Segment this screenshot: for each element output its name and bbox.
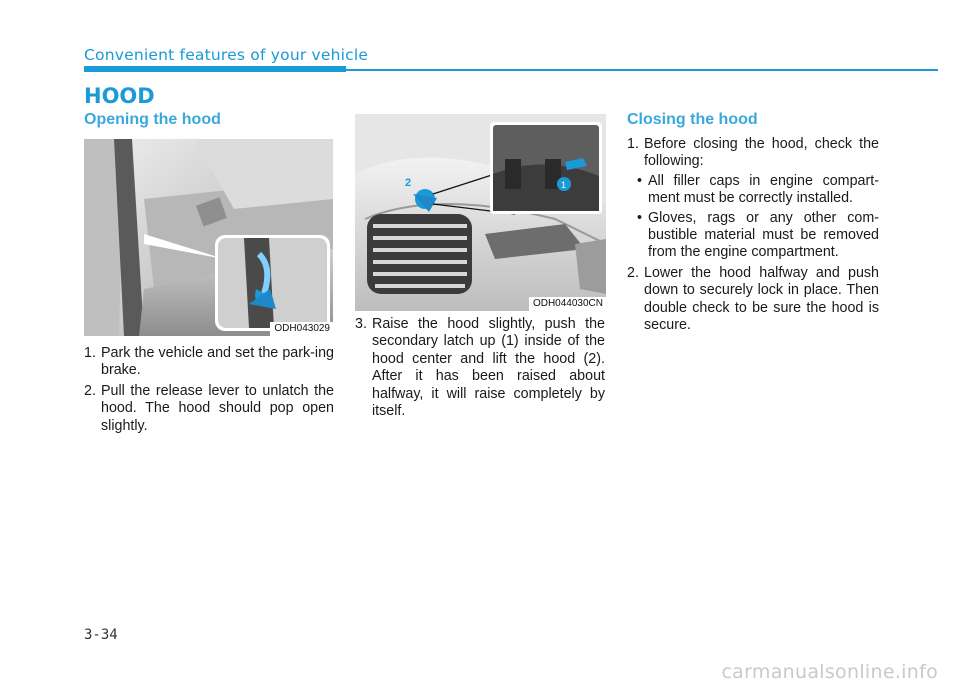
step-text: Before closing the hood, check the following: (644, 136, 879, 170)
bullet-text: Gloves, rags or any other com-bustible material must be removed from the engine compartment. (648, 209, 879, 261)
figure-hood-latch (355, 114, 606, 311)
callout-1: 1 (561, 180, 567, 190)
figure-code: ODH043029 (270, 322, 333, 336)
list-item (627, 136, 879, 171)
step-text: Pull the release lever to unlatch the hood. The hood should pop open slightly. (101, 382, 334, 434)
page-title: HOOD (84, 84, 155, 108)
step-text: Park the vehicle and set the park-ing brake. (101, 345, 334, 379)
header-bar-line (346, 69, 938, 71)
release-lever-illustration (84, 139, 333, 336)
step-number: 1. (627, 136, 639, 152)
closing-steps (627, 136, 879, 334)
opening-heading: Opening the hood (84, 111, 221, 128)
watermark: carmanualsonline.info (721, 661, 938, 683)
section-header: Convenient features of your vehicle (84, 46, 369, 64)
step-number: 3. (355, 316, 367, 332)
closing-heading: Closing the hood (627, 111, 758, 128)
hood-latch-illustration (355, 114, 606, 311)
step-number: 2. (627, 264, 639, 281)
bullet-text: All filler caps in engine compart-ment must be correctly installed. (648, 172, 879, 207)
list-item (627, 265, 879, 335)
opening-steps (84, 345, 334, 435)
callout-2: 2 (405, 177, 412, 189)
bullet-item (627, 173, 879, 208)
header-bar-thick (84, 66, 346, 72)
step-number: 2. (84, 382, 96, 399)
bullet-item (627, 210, 879, 262)
figure-code: ODH044030CN (529, 297, 606, 311)
list-item (355, 316, 605, 420)
step-number: 1. (84, 345, 96, 361)
step-text: Lower the hood halfway and push down to securely lock in place. Then double check to be sure the hood is secure. (644, 264, 879, 334)
list-item (84, 383, 334, 435)
bullet-icon: • (637, 209, 643, 226)
step-text: Raise the hood slightly, push the secondary latch up (1) inside of the hood center and lift the hood (2). After it has been raised about halfway, it will raise completely by itself. (372, 316, 605, 420)
bullet-icon: • (637, 172, 643, 189)
page-number: 3-34 (84, 627, 118, 643)
middle-steps (355, 316, 605, 420)
figure-release-lever (84, 139, 333, 336)
list-item (84, 345, 334, 380)
